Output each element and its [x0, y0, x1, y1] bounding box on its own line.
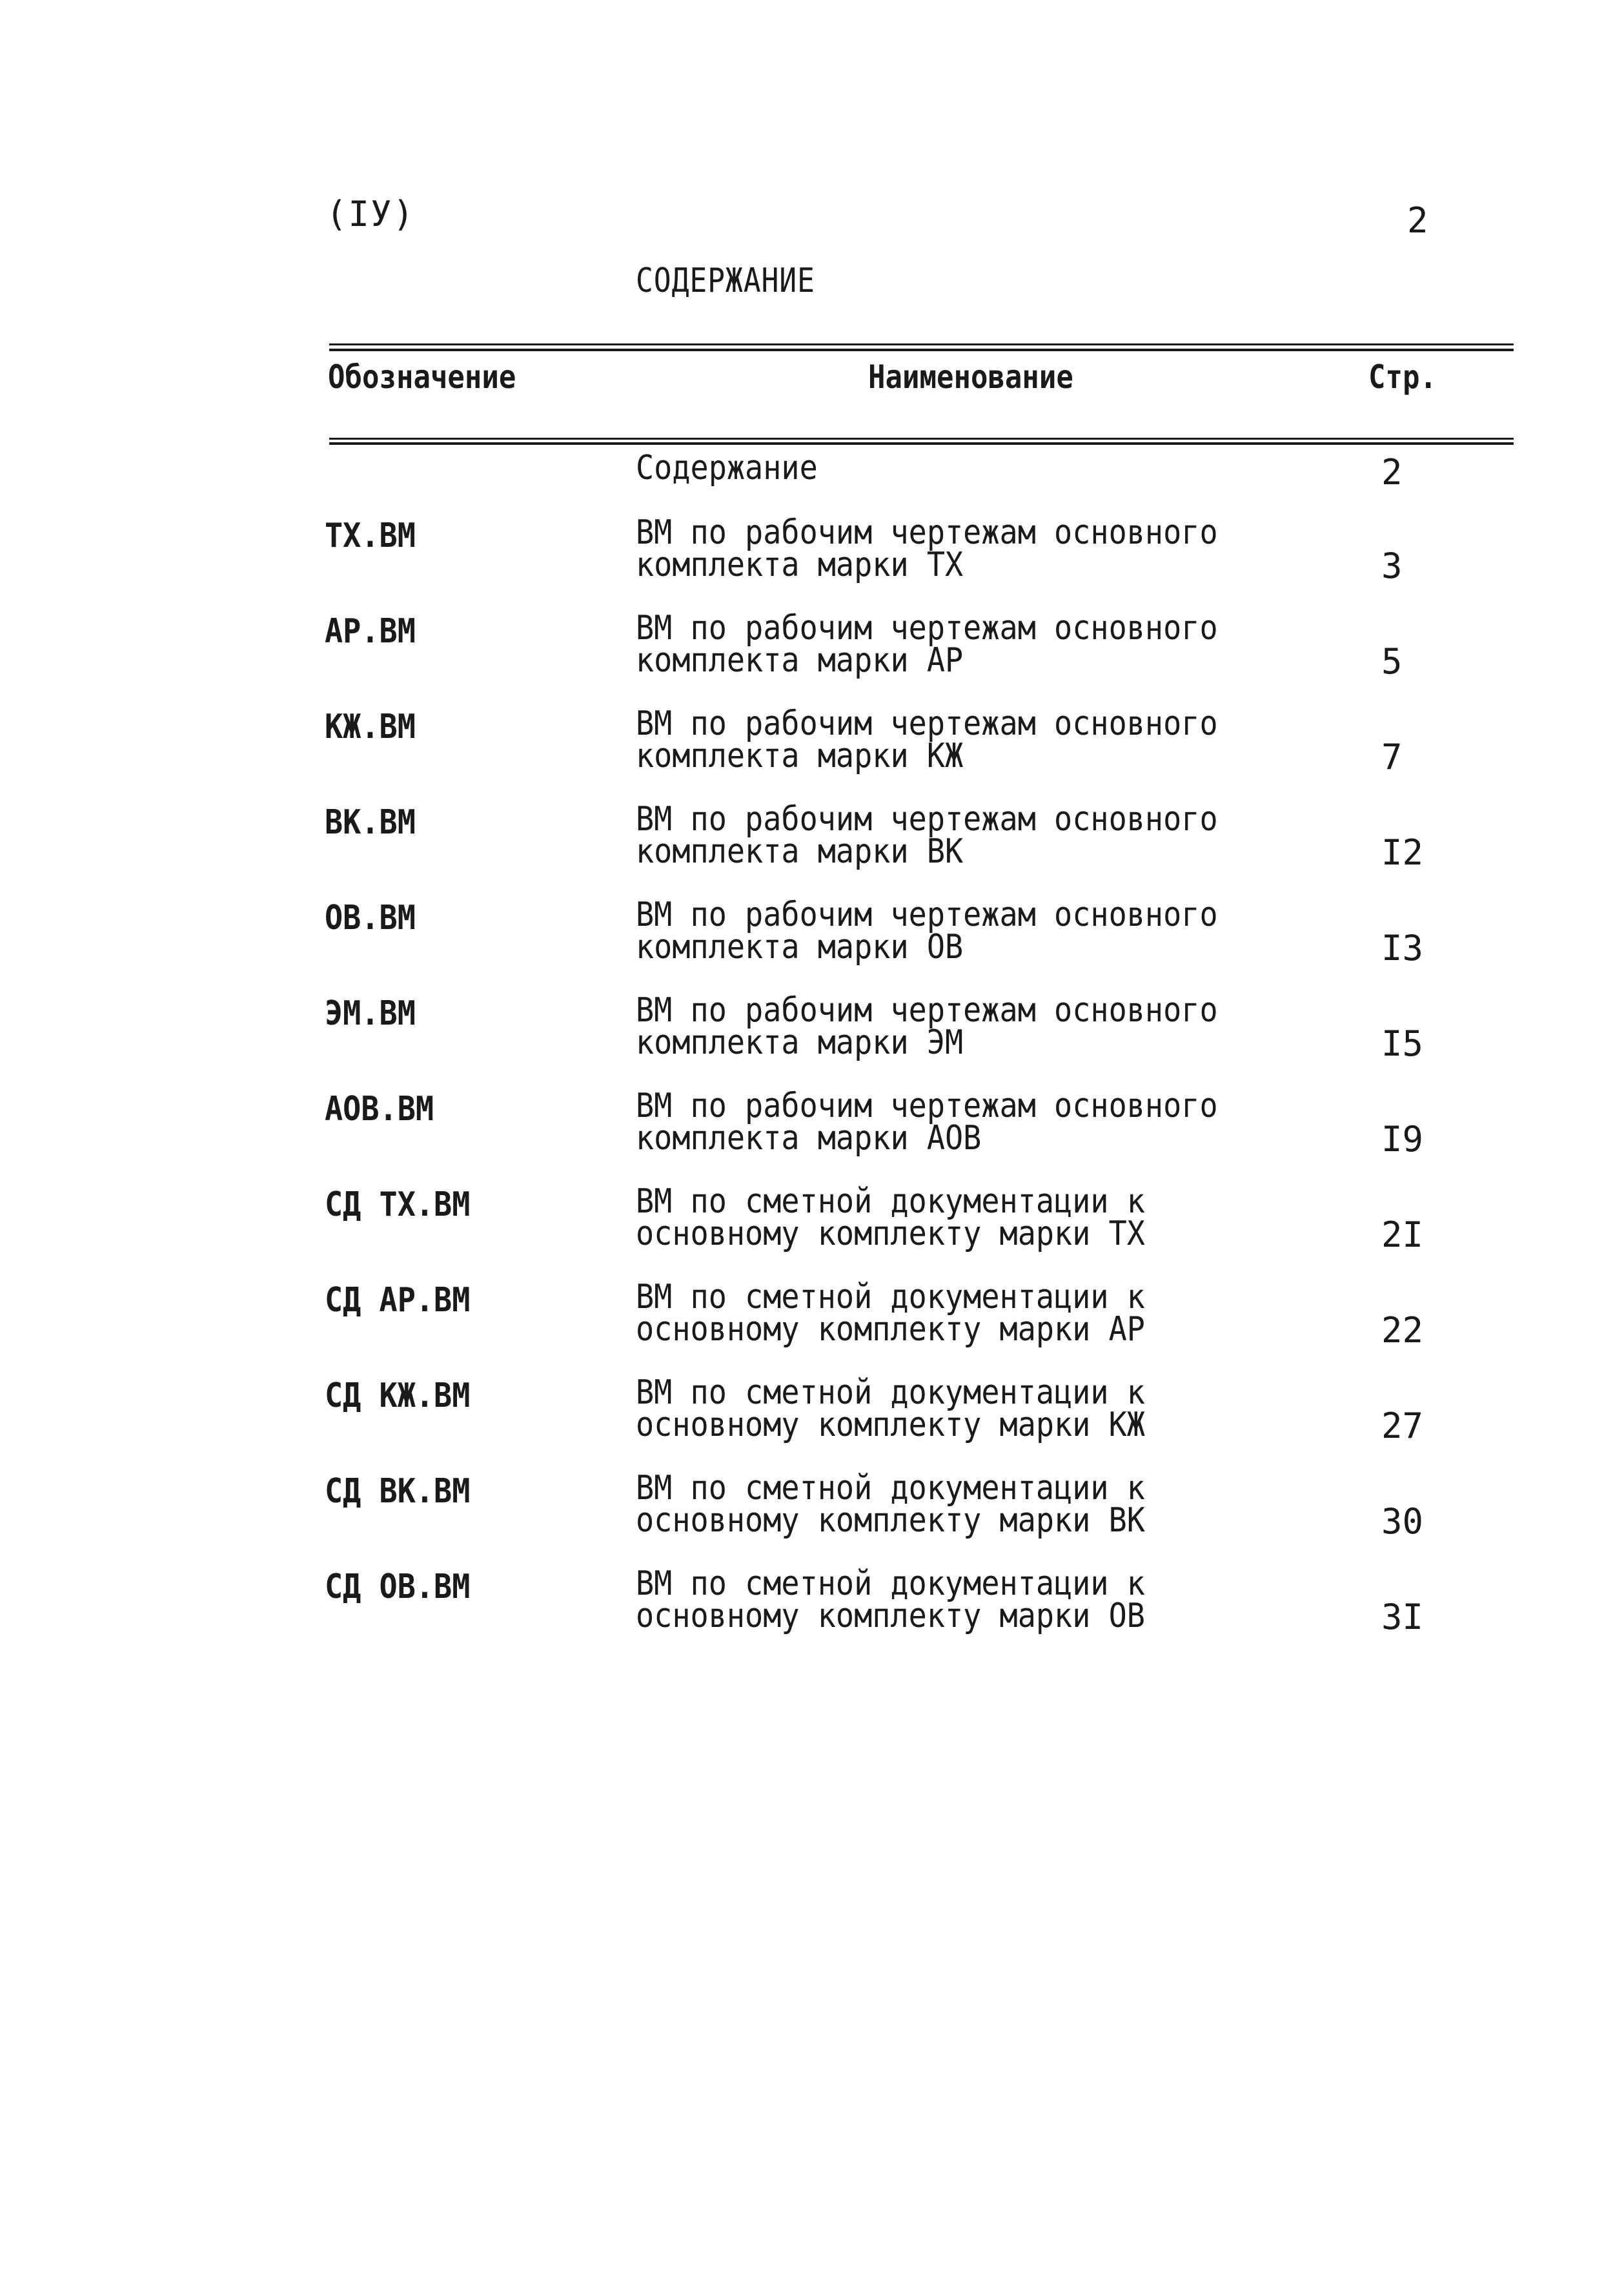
table-row — [0, 1373, 1624, 1467]
document-title: СОДЕРЖАНИЕ — [636, 261, 815, 300]
row-title: ВМ по рабочим чертежам основного комплекта марки АОВ — [636, 1087, 1218, 1158]
row-title: ВМ по рабочим чертежам основного комплекта марки КЖ — [636, 704, 1218, 775]
table-row — [0, 1564, 1624, 1658]
row-title: ВМ по сметной документации к основному комплекту марки АР — [636, 1278, 1145, 1349]
row-title: ВМ по сметной документации к основному комплекту марки КЖ — [636, 1373, 1145, 1444]
row-code: ЭМ.ВМ — [325, 994, 416, 1033]
row-page: I2 — [1381, 832, 1424, 873]
row-code: АР.ВМ — [325, 612, 416, 651]
row-page: 3I — [1381, 1597, 1424, 1637]
row-page: 30 — [1381, 1501, 1424, 1542]
row-title: Содержание — [636, 449, 818, 487]
row-page: I5 — [1381, 1023, 1424, 1064]
row-page: I3 — [1381, 928, 1424, 968]
row-title: ВМ по рабочим чертежам основного комплекта марки ЭМ — [636, 991, 1218, 1062]
table-row — [0, 1182, 1624, 1276]
row-code: АОВ.ВМ — [325, 1090, 434, 1129]
header-bottom-rule-double — [329, 442, 1514, 445]
row-code: ОВ.ВМ — [325, 899, 416, 937]
row-page: I9 — [1381, 1119, 1424, 1160]
table-row — [0, 800, 1624, 894]
row-title: ВМ по рабочим чертежам основного комплекта марки ТХ — [636, 513, 1218, 584]
row-code: СД КЖ.ВМ — [325, 1376, 471, 1415]
row-code: СД ТХ.ВМ — [325, 1185, 471, 1224]
row-code: ВК.ВМ — [325, 803, 416, 842]
row-title: ВМ по рабочим чертежам основного комплекта марки АР — [636, 609, 1218, 680]
column-header-page: Стр. — [1368, 358, 1437, 396]
row-code: ТХ.ВМ — [325, 517, 416, 555]
row-code: КЖ.ВМ — [325, 708, 416, 746]
row-page: 27 — [1381, 1406, 1424, 1446]
volume-mark: (IУ) — [326, 194, 416, 234]
header-bottom-rule — [329, 438, 1514, 440]
table-row — [0, 1469, 1624, 1562]
row-page: 5 — [1381, 641, 1403, 682]
row-title: ВМ по сметной документации к основному комплекту марки ВК — [636, 1469, 1145, 1540]
row-title: ВМ по рабочим чертежам основного комплекта марки ВК — [636, 800, 1218, 871]
page-number: 2 — [1407, 200, 1428, 241]
row-code: СД АР.ВМ — [325, 1281, 471, 1320]
row-title: ВМ по сметной документации к основному комплекту марки ОВ — [636, 1564, 1145, 1635]
row-page: 2I — [1381, 1214, 1424, 1255]
row-title: ВМ по рабочим чертежам основного комплекта марки ОВ — [636, 895, 1218, 967]
table-row — [0, 1278, 1624, 1371]
column-header-designation: Обозначение — [328, 358, 516, 396]
row-title: ВМ по сметной документации к основному комплекту марки ТХ — [636, 1182, 1145, 1253]
row-page: 22 — [1381, 1310, 1424, 1351]
row-code: СД ОВ.ВМ — [325, 1568, 471, 1606]
table-row — [0, 609, 1624, 702]
table-top-rule — [329, 343, 1514, 345]
row-page: 7 — [1381, 737, 1403, 777]
table-top-rule-double — [329, 349, 1514, 351]
table-row — [0, 513, 1624, 607]
table-row — [0, 895, 1624, 989]
row-code: СД ВК.ВМ — [325, 1472, 471, 1511]
column-header-name: Наименование — [868, 358, 1073, 396]
row-page: 3 — [1381, 546, 1403, 586]
table-row — [0, 704, 1624, 798]
row-page: 2 — [1381, 452, 1403, 493]
table-row — [0, 991, 1624, 1085]
table-row — [0, 1087, 1624, 1180]
